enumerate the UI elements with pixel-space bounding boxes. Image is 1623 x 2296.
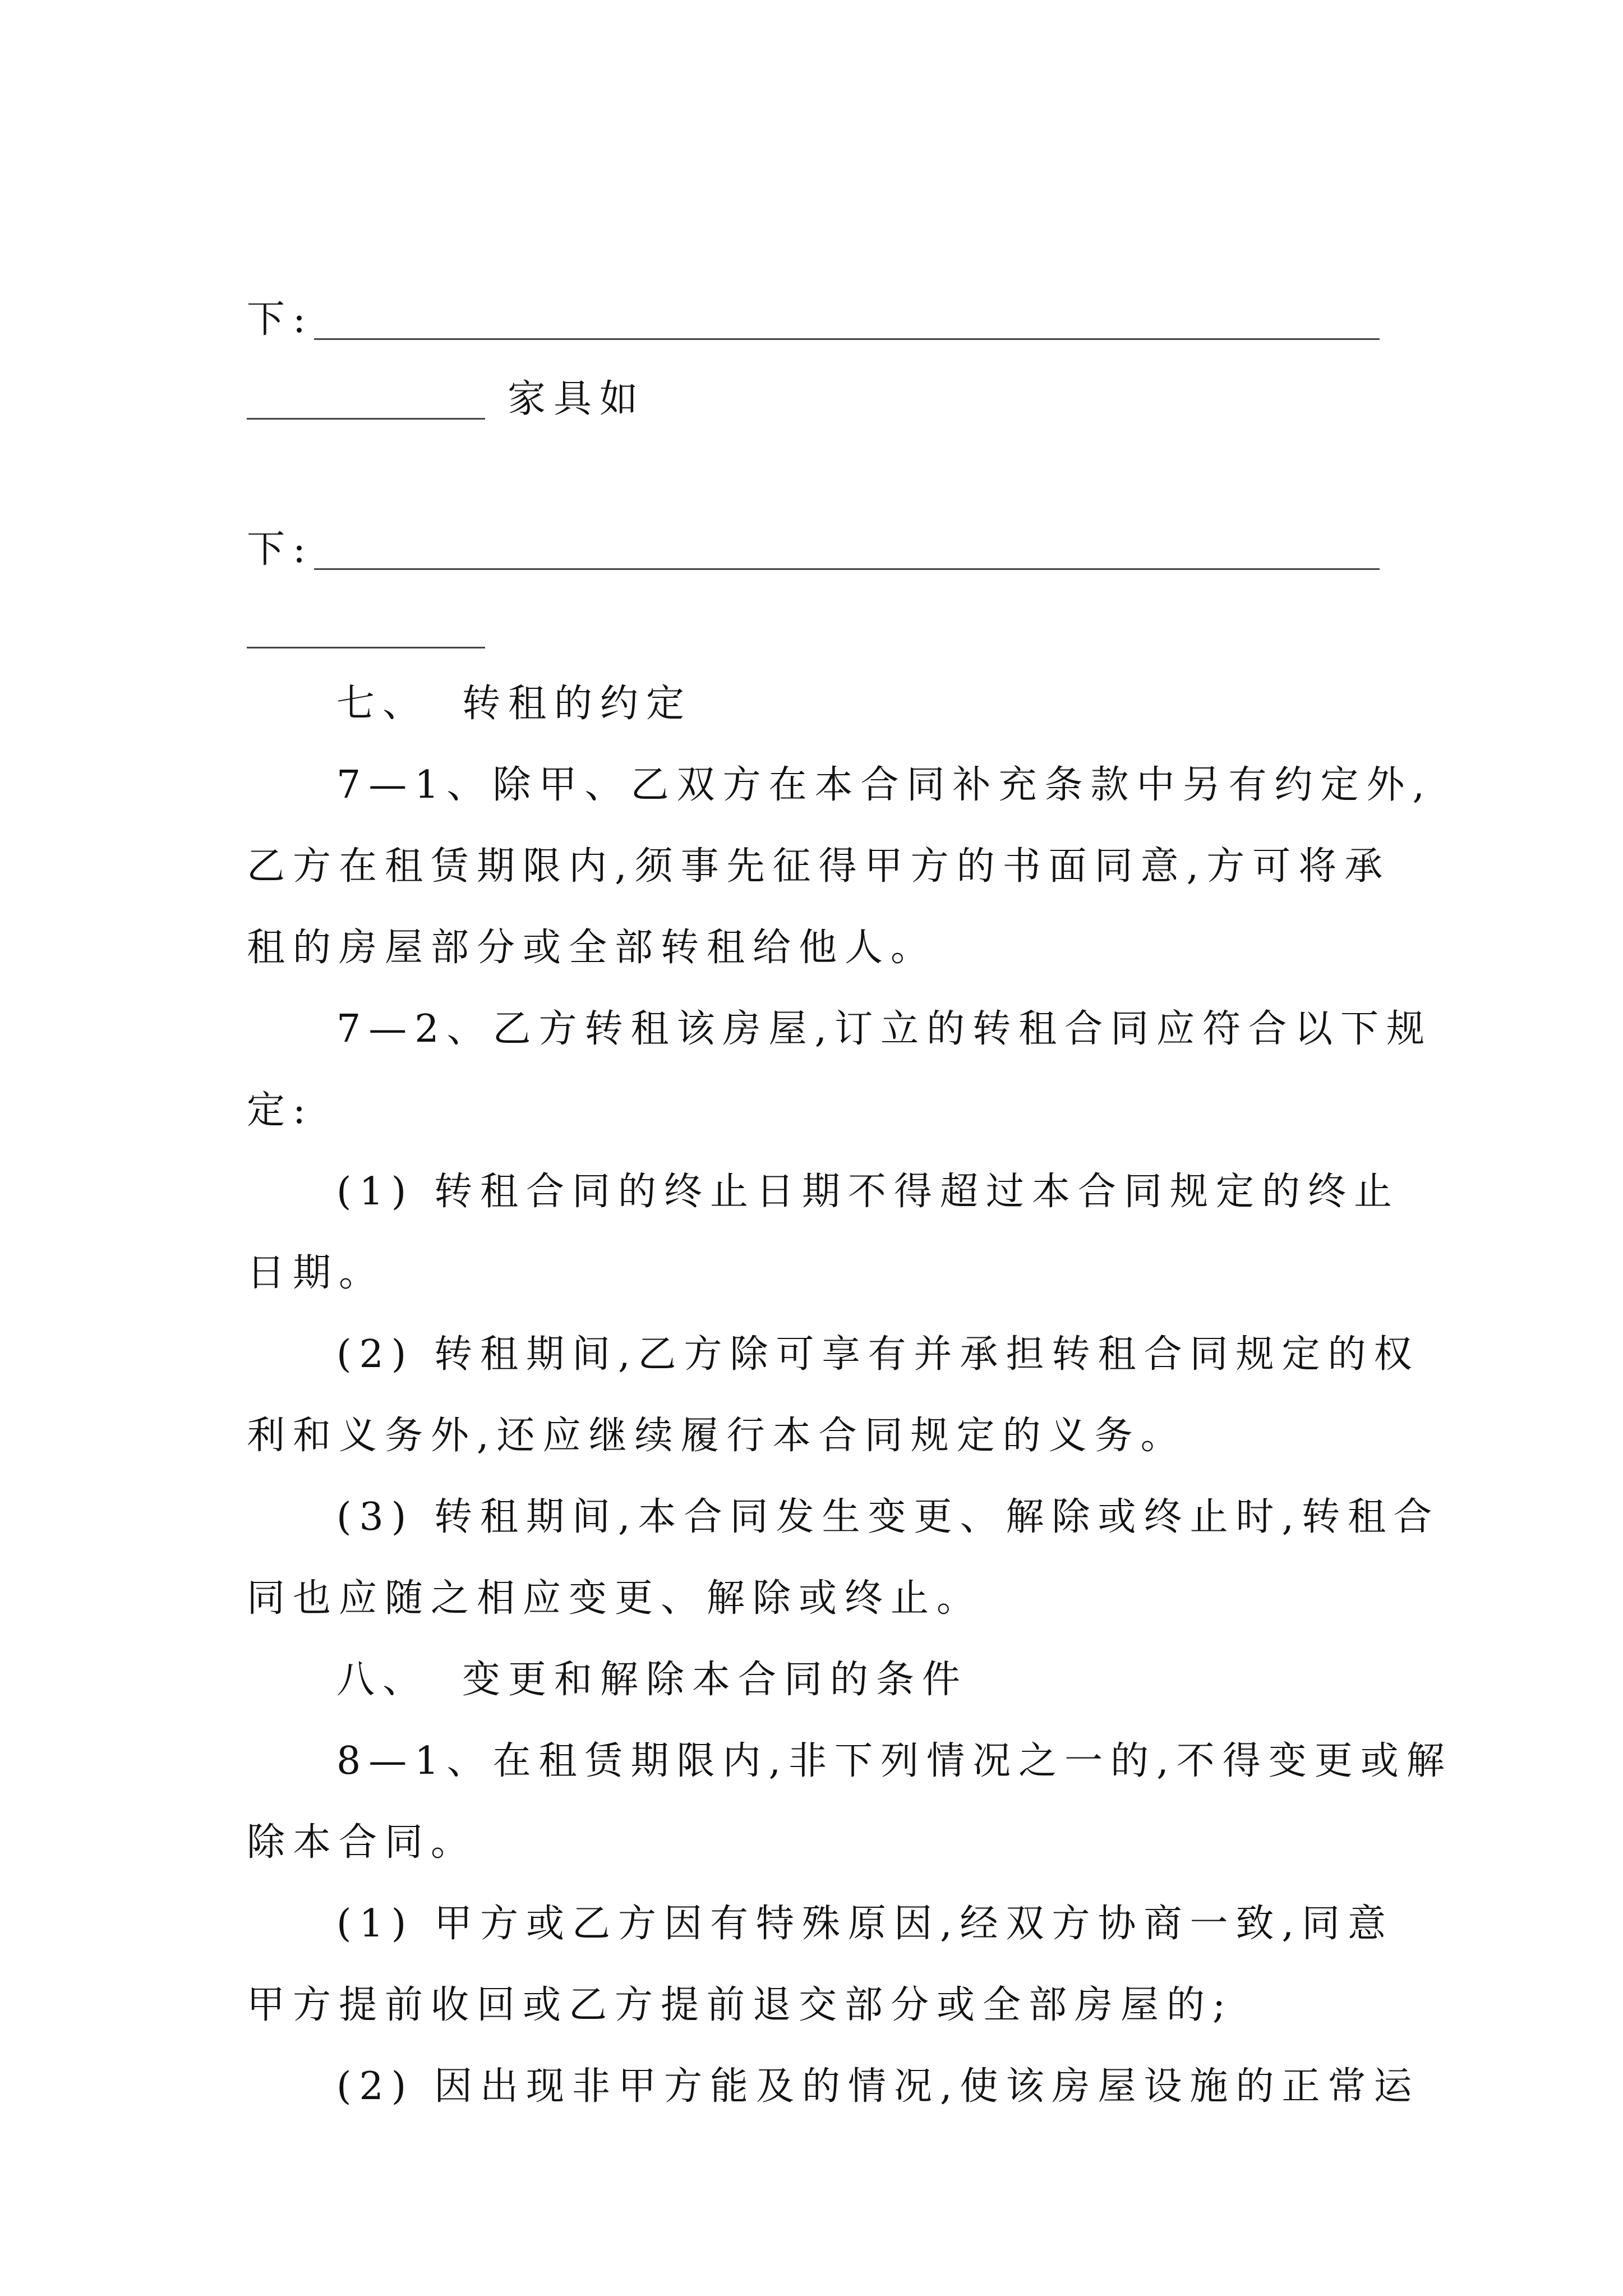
body-line: 7—1、除甲、乙双方在本合同补充条款中另有约定外, [336,763,1433,807]
body-line: 日期。 [247,1251,385,1295]
section-heading [336,1655,968,1705]
body-line: (2) 转租期间,乙方除可享有并承担转租合同规定的权 [336,1332,1420,1377]
body-line: 同也应随之相应变更、解除或终止。 [247,1576,983,1621]
section-heading [336,679,692,729]
body-line: 7—2、乙方转租该房屋,订立的转租合同应符合以下规 [336,1007,1433,1051]
body-line: 利和义务外,还应继续履行本合同规定的义务。 [247,1414,1187,1458]
body-line: (1) 转租合同的终止日期不得超过本合同规定的终止 [336,1170,1400,1214]
body-line: 8—1、在租赁期限内,非下列情况之一的,不得变更或解 [336,1739,1453,1783]
fill-line-label: 下: [247,527,313,572]
body-line: 租的房屋部分或全部转租给他人。 [247,926,937,970]
body-line: 定: [247,1088,313,1133]
section-number: 七、 [336,682,429,726]
blank-underline [247,418,485,420]
blank-underline [247,647,485,648]
fill-line-label: 家具如 [508,377,646,421]
blank-underline [314,568,1380,570]
body-line: 乙方在租赁期限内,须事先征得甲方的书面同意,方可将承 [247,844,1391,889]
section-title: 转租的约定 [462,682,693,726]
fill-line-label: 下: [247,297,313,342]
section-title: 变更和解除本合同的条件 [462,1658,969,1702]
section-number: 八、 [336,1658,429,1702]
body-line: 甲方提前收回或乙方提前退交部分或全部房屋的; [247,1983,1233,2027]
body-line: (1) 甲方或乙方因有特殊原因,经双方协商一致,同意 [336,1902,1394,1946]
blank-underline [314,338,1380,340]
body-line: (3) 转租期间,本合同发生变更、解除或终止时,转租合 [336,1495,1440,1539]
body-line: (2) 因出现非甲方能及的情况,使该房屋设施的正常运 [336,2064,1420,2109]
body-line: 除本合同。 [247,1820,477,1865]
